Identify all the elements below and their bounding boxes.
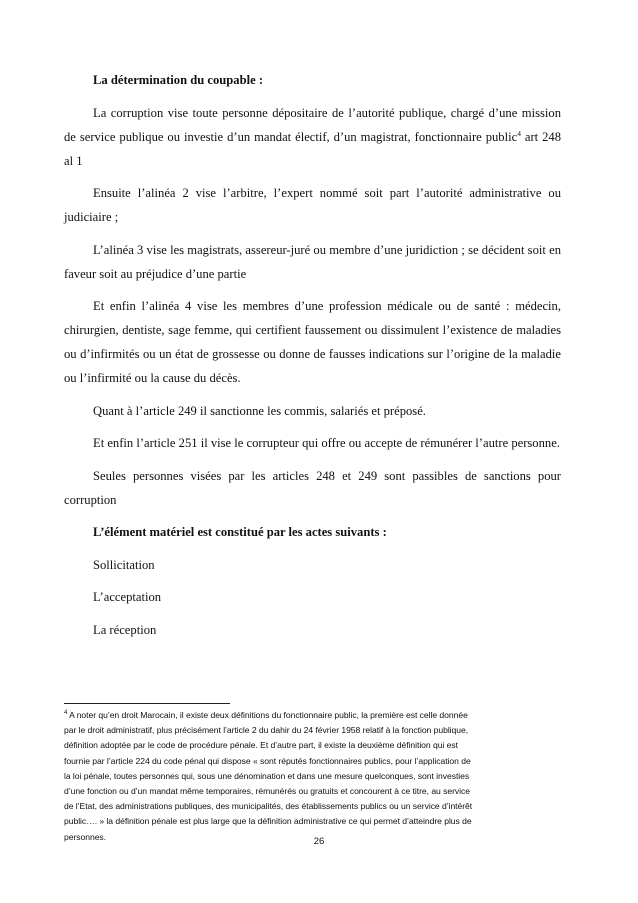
list-item-reception: La réception	[93, 622, 157, 637]
page-number: 26	[313, 836, 325, 847]
paragraph-alinea-4: Et enfin l’alinéa 4 vise les membres d’une profession médicale ou de santé : médecin, chirurgien, dentiste, sage femme, qui certifient faussement ou dissimulent l’existence de maladies ou d’infirmités ou un état de grossesse ou donne de fausses indications sur l’origine de la maladie ou l’infirmité ou la cause du décès.	[64, 299, 561, 385]
list-item-solicitation: Sollicitation	[93, 557, 155, 572]
footnote-line: $^4$ A noter qu’en droit Marocain, il existe deux définitions du fonctionnaire public, la première est celle donnée	[64, 710, 468, 720]
footnote	[64, 708, 564, 845]
footnote-line: la loi pénale, toutes personnes qui, sous une dénomination et dans une mesure quelconques, sont investies	[64, 770, 470, 781]
footnote-separator	[64, 703, 230, 704]
paragraph-text-after: art 248 al 1	[64, 129, 561, 168]
list-item-acceptance: L’acceptation	[93, 590, 162, 604]
footnote-line: public…. » la définition pénale est plus large que la définition administrative ce qui permet d’atteindre plus de	[64, 816, 472, 827]
body-text	[64, 68, 561, 650]
footnote-line: définition adoptée par le code de procédure pénale. Et d’autre part, il existe la deuxième définition qui est	[64, 740, 458, 751]
footnote-line: fournie par l’article 224 du code pénal qui dispose « sont réputés fonctionnaires publics, pour l’application de	[64, 755, 471, 766]
section-heading-material-element: L’élément matériel est constitué par les actes suivants :	[93, 525, 387, 539]
paragraph-alinea-3: L’alinéa 3 vise les magistrats, assereur-juré ou membre d’une juridiction ; se décident soit en faveur soit au préjudice d’une partie	[64, 242, 561, 281]
footnote-line: personnes.	[64, 831, 107, 842]
section-heading-culprit: La détermination du coupable :	[93, 73, 264, 87]
paragraph-text: La corruption vise toute personne dépositaire de l’autorité publique, chargé d’une mission de service publique ou investie d’un mandat électif, d’un magistrat, fonctionnaire public	[64, 105, 561, 144]
paragraph-sanctions: Seules personnes visées par les articles 248 et 249 sont passibles de sanctions pour corruption	[64, 468, 561, 507]
footnote-line: d’une fonction ou d’un mandat même temporaires, rémunérés ou gratuits et concourent à ce titre, au service	[64, 786, 470, 797]
footnote-line: par le droit administratif, plus précisément l’article 2 du dahir du 24 février 1958 relatif à la fonction publique,	[64, 725, 469, 736]
footnote-number: 4	[64, 710, 68, 717]
footnote-reference[interactable]: 4	[517, 128, 521, 138]
paragraph-article-249: Quant à l’article 249 il sanctionne les commis, salariés et préposé.	[93, 403, 426, 418]
footnote-line: de l’Etat, des administrations publiques, des municipalités, des établissements publics ou un service d’intérêt	[64, 801, 473, 812]
paragraph-article-251: Et enfin l’article 251 il vise le corrupteur qui offre ou accepte de rémunérer l’autre personne.	[93, 436, 560, 450]
paragraph-corruption-scope	[64, 101, 561, 173]
paragraph-alinea-2: Ensuite l’alinéa 2 vise l’arbitre, l’expert nommé soit part l’autorité administrative ou judiciaire ;	[64, 186, 561, 224]
